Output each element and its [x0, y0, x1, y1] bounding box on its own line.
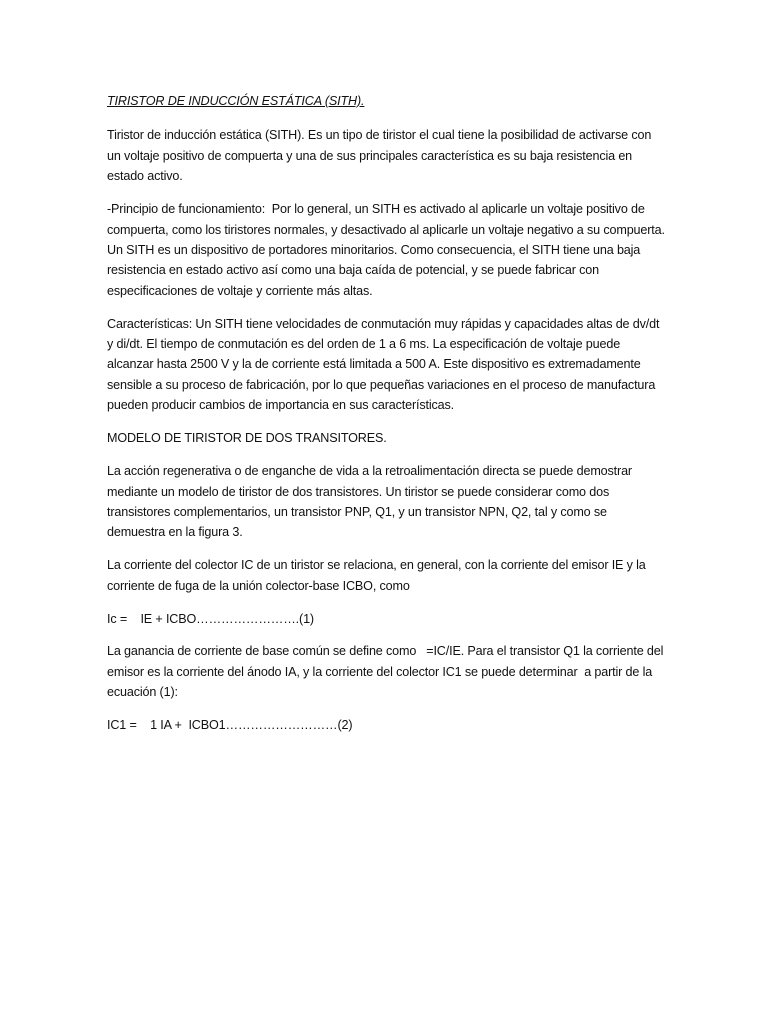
document-title: TIRISTOR DE INDUCCIÓN ESTÁTICA (SITH). [107, 94, 365, 108]
paragraph-regenerative-action: La acción regenerativa o de enganche de vida a la retroalimentación directa se puede demostrar mediante un modelo de tiristor de dos transistores. Un tiristor se puede considerar como dos transistores complementarios, un transistor PNP, Q1, y un transistor NPN, Q2, tal y como se demuestra en la figura 3. [107, 464, 636, 540]
document-body [107, 91, 667, 748]
paragraph-collector-current: La corriente del colector IC de un tiristor se relaciona, en general, con la corriente del emisor IE y la corriente de fuga de la unión colector-base ICBO, como [107, 558, 650, 593]
paragraph-intro: Tiristor de inducción estática (SITH). Es un tipo de tiristor el cual tiene la posibilidad de activarse con un voltaje positivo de compuerta y una de sus principales característica es su baja resistencia en estado activo. [107, 128, 655, 184]
paragraph-characteristics: Características: Un SITH tiene velocidades de conmutación muy rápidas y capacidades altas de dv/dt y di/dt. El tiempo de conmutación es del orden de 1 a 6 ms. La especificación de voltaje puede alcanzar hasta 2500 V y la de corriente está limitada a 500 A. Este dispositivo es extremadamente sensible a su proceso de fabricación, por lo que pequeñas variaciones en el proceso de manufactura pueden producir cambios de importancia en sus características. [107, 316, 663, 413]
equation-2: IC1 = 1 IA + ICBO1………………………(2) [107, 718, 353, 733]
paragraph-operating-principle: -Principio de funcionamiento: Por lo general, un SITH es activado al aplicarle un voltaje positivo de compuerta, como los tiristores normales, y desactivado al aplicarle un voltaje negativo a su compuerta. Un SITH es un dispositivo de portadores minoritarios. Como consecuencia, el SITH tiene una baja resistencia en estado activo así como una baja caída de potencial, y se puede fabricar con especificaciones de voltaje y corriente más altas. [107, 202, 669, 298]
section-heading-two-transistor-model: MODELO DE TIRISTOR DE DOS TRANSITORES. [107, 431, 387, 446]
paragraph-common-base-gain: La ganancia de corriente de base común se define como =IC/IE. Para el transistor Q1 la corriente del emisor es la corriente del ánodo IA, y la corriente del colector IC1 se puede determinar a partir de la ecuación (1): [107, 644, 667, 700]
equation-1: Ic = IE + ICBO…………………….(1) [107, 611, 314, 626]
